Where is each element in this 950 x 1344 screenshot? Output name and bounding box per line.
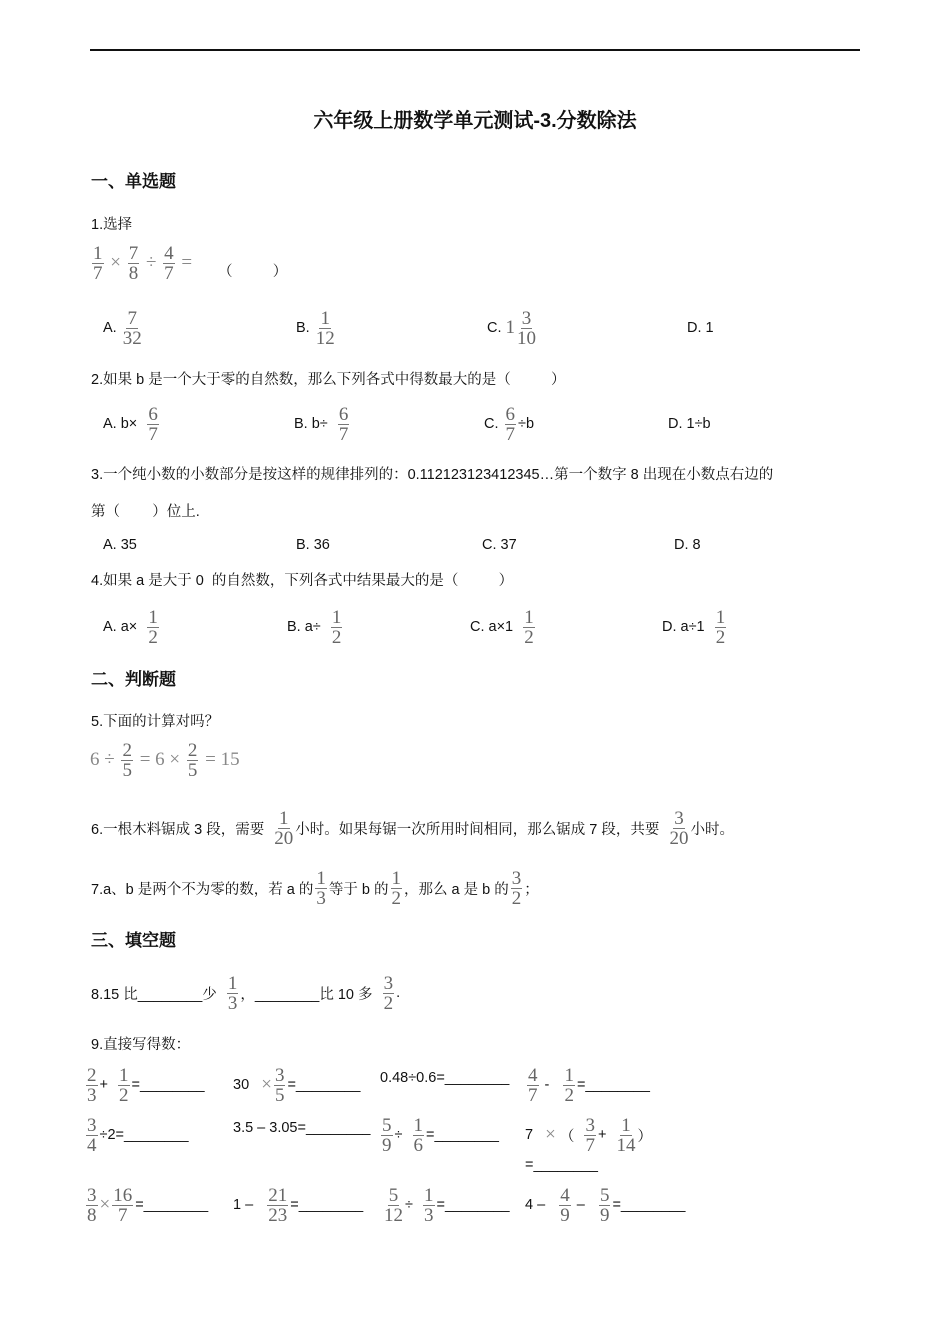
text: =________ [135,1197,209,1213]
text: D. 1 [687,320,714,336]
text: 8.15 比________少 [91,986,225,1003]
denominator: 6 [413,1134,424,1156]
text: B. a÷ [287,619,329,635]
numerator: 7 [127,307,137,329]
text: （ [555,1128,583,1145]
text: 7 [525,1127,546,1143]
text: =________ [287,1077,361,1093]
numerator: 1 [119,1064,129,1086]
fraction [384,1184,404,1226]
denominator: 12 [315,327,335,349]
fraction [599,1184,611,1226]
operator: = 15 [200,749,240,770]
denominator: 5 [122,759,132,781]
text: 小时。 [690,821,734,838]
text: A. 35 [103,537,137,553]
question-4-option-b [287,607,344,647]
numerator: 3 [274,1064,285,1086]
denominator: 32 [122,327,142,349]
fraction [274,1064,286,1106]
text: B. b÷ [294,416,336,432]
fraction [274,807,294,849]
denominator: 2 [119,1084,129,1106]
text: 7.a、b 是两个不为零的数，若 a 的 [91,881,314,898]
denominator: 14 [616,1134,636,1156]
operator: = 6 × [134,749,185,770]
fraction [413,1114,425,1156]
text: C. [487,320,506,336]
numerator: 4 [164,242,174,264]
text: 等于 b 的 [328,881,389,898]
numerator: 3 [585,1114,595,1136]
numerator: 16 [113,1184,133,1206]
fraction [559,1184,571,1226]
text: B. [296,320,314,336]
fraction [616,1114,636,1156]
text: B. 36 [296,537,330,553]
text: 30 [233,1077,262,1093]
operator: ÷ [141,252,162,273]
calc-item [233,1065,360,1105]
numerator: 6 [148,403,158,425]
question-4-option-d [662,607,728,647]
question-1-option-b [296,308,337,348]
question-3-continued [91,490,200,530]
text: =________ [436,1197,510,1213]
denominator: 10 [517,327,537,349]
calc-item-continued [525,1145,598,1185]
denominator: 7 [93,262,103,284]
numerator: 1 [320,307,330,329]
denominator: 7 [528,1084,538,1106]
fraction [511,867,523,909]
numerator: 1 [524,606,534,628]
numerator: 1 [621,1114,631,1136]
fraction [715,606,727,648]
fraction [338,403,350,445]
fraction [331,606,343,648]
text: 小时。如果每锯一次所用时间相同，那么锯成 7 段，共要 [295,821,668,838]
numerator: 5 [382,1114,392,1136]
text: 2.如果 b 是一个大于零的自然数，那么下列各式中得数最大的是（ ） [91,371,566,388]
denominator: 2 [524,626,534,648]
calc-item [525,1065,650,1105]
fraction [122,307,142,349]
fraction [121,739,133,781]
text: A. [103,320,121,336]
fraction [315,307,335,349]
text: 3.一个纯小数的小数部分是按这样的规律排列的：0.112123123412345…第一个数字 8 出现在小数点右边的 [91,466,774,483]
question-4-option-c [470,607,537,647]
fraction [86,1184,98,1226]
question-2-option-d [668,404,711,444]
denominator: 4 [87,1134,97,1156]
fraction [391,867,403,909]
denominator: 12 [384,1204,404,1226]
denominator: 7 [338,423,349,445]
text: =________ [525,1157,598,1173]
denominator: 20 [669,827,689,849]
whole-part: 1 [505,317,516,338]
numerator: 5 [599,1184,610,1206]
calc-item [233,1108,370,1148]
fraction [86,1064,98,1106]
question-2-option-a [103,404,161,444]
text: D. 1÷b [668,416,711,432]
text: A. b× [103,416,146,432]
text: A. a× [103,619,146,635]
fraction [86,1114,98,1156]
denominator: 3 [316,887,326,909]
numerator: 1 [391,867,401,889]
question-6 [91,808,734,848]
question-5 [91,700,219,740]
numerator: 3 [511,867,522,889]
fraction [128,242,140,284]
header-rule [90,49,860,51]
numerator: 5 [388,1184,399,1206]
text: 5.下面的计算对吗？ [91,713,220,730]
denominator: 3 [87,1084,97,1106]
calc-item [525,1185,685,1225]
text: C. [484,416,503,432]
text: D. 8 [674,537,701,553]
denominator: 7 [585,1134,595,1156]
text: – [572,1197,597,1213]
denominator: 5 [187,759,198,781]
question-7 [91,868,539,908]
fraction [315,867,327,909]
question-2-option-b [294,404,351,444]
text: ，________比 10 多 [240,986,381,1003]
text: ； [524,881,539,898]
text: ÷2=________ [99,1127,189,1143]
denominator: 20 [274,827,294,849]
numerator: 6 [338,403,349,425]
question-2 [91,358,566,398]
text [378,1197,382,1213]
text: =________ [576,1077,650,1093]
denominator: 2 [383,992,394,1014]
question-8 [91,973,400,1013]
text: （ ） [218,263,288,280]
text: 1.选择 [91,216,133,233]
numerator: 1 [227,972,238,994]
fraction [517,307,537,349]
text: 3.5 – 3.05=________ [233,1120,371,1136]
operator: × [99,1194,111,1215]
fraction [267,1184,288,1226]
denominator: 2 [148,626,158,648]
numerator: 21 [268,1184,288,1206]
text: 第（ ）位上. [91,503,200,520]
text: ÷b [518,416,535,432]
calc-item [84,1185,208,1225]
numerator: 3 [674,807,684,829]
fraction [227,972,239,1014]
question-1-expression [90,243,192,283]
text: 9.直接写得数： [91,1036,191,1053]
numerator: 3 [87,1184,97,1206]
text: =________ [612,1197,686,1213]
calc-item [233,1185,363,1225]
fraction [112,1184,133,1226]
fraction [381,1114,393,1156]
denominator: 7 [505,423,516,445]
calc-item [378,1185,510,1225]
numerator: 2 [122,739,132,761]
numerator: 1 [564,1064,574,1086]
fraction [147,606,159,648]
question-1-option-c [487,308,538,348]
numerator: 3 [383,972,394,994]
fraction [147,403,159,445]
question-2-option-c [484,404,534,444]
calc-item [379,1115,499,1155]
denominator: 7 [117,1204,128,1226]
denominator: 3 [227,992,238,1014]
text: 6.一根木料锯成 3 段，需要 [91,821,273,838]
text: 0.48÷0.6=________ [380,1070,510,1086]
question-9 [91,1023,190,1063]
question-1-option-d [687,308,714,348]
numerator: 6 [505,403,516,425]
denominator: 8 [87,1204,97,1226]
numerator: 3 [521,307,532,329]
denominator: 2 [331,626,342,648]
calc-item [380,1058,509,1098]
mixed-number [505,307,539,349]
operator: = [176,252,193,273]
question-4-option-a [103,607,161,647]
denominator: 9 [382,1134,392,1156]
numerator: 1 [424,1184,434,1206]
section-heading-fill-blank: 三、填空题 [91,931,176,950]
numerator: 1 [715,606,726,628]
fraction [163,242,175,284]
calc-item [84,1115,189,1155]
denominator: 23 [268,1204,288,1226]
denominator: 7 [148,423,158,445]
section-heading-single-choice: 一、单选题 [91,172,176,191]
text: 1 – [233,1197,266,1213]
numerator: 7 [128,242,139,264]
numerator: 3 [87,1114,97,1136]
numerator: 2 [87,1064,97,1086]
text: =________ [290,1197,364,1213]
text: D. a÷1 [662,619,713,635]
question-4 [91,559,513,599]
operator: × [105,252,126,273]
page-title: 六年级上册数学单元测试-3.分数除法 [313,110,637,132]
denominator: 2 [715,626,726,648]
denominator: 8 [128,262,139,284]
question-3-option-d [674,525,701,565]
text: . [396,985,401,1001]
text: C. 37 [482,537,517,553]
denominator: 3 [424,1204,434,1226]
fraction [187,739,199,781]
numerator: 4 [560,1184,570,1206]
numerator: 1 [279,807,289,829]
text: ） [637,1128,652,1145]
calc-item [84,1065,205,1105]
text: 4.如果 a 是大于 0 的自然数，下列各式中结果最大的是（ ） [91,572,514,589]
text: ，那么 a 是 b 的 [404,881,509,898]
section-heading-true-false: 二、判断题 [91,670,176,689]
fraction [118,1064,130,1106]
question-1-answer-paren [218,250,287,290]
fraction [423,1184,435,1226]
text: =________ [426,1127,499,1143]
text: C. a×1 [470,619,522,635]
question-3 [91,453,773,493]
numerator: 1 [148,606,158,628]
text: =________ [131,1077,205,1093]
numerator: 1 [331,606,342,628]
operator: 6 ÷ [90,749,120,770]
text: + [597,1127,615,1143]
text: - [540,1077,562,1093]
fraction [383,972,395,1014]
numerator: 1 [93,242,103,264]
operator: × [545,1124,556,1145]
question-1 [91,203,132,243]
denominator: 7 [164,262,174,284]
question-5-expression [90,740,240,780]
denominator: 5 [274,1084,285,1106]
denominator: 2 [391,887,401,909]
numerator: 4 [528,1064,538,1086]
fraction [92,242,104,284]
fraction [669,807,689,849]
fraction [523,606,535,648]
fraction [527,1064,539,1106]
text: 4 – [525,1197,558,1213]
fraction [505,403,517,445]
denominator: 9 [599,1204,610,1226]
text: + [99,1077,117,1093]
numerator: 2 [187,739,198,761]
fraction [563,1064,575,1106]
denominator: 9 [560,1204,570,1226]
denominator: 2 [511,887,522,909]
denominator: 2 [564,1084,574,1106]
numerator: 1 [316,867,326,889]
text: ÷ [394,1127,411,1143]
question-1-option-a [103,308,144,348]
text: ÷ [405,1197,422,1213]
operator: × [261,1074,272,1095]
numerator: 1 [413,1114,424,1136]
